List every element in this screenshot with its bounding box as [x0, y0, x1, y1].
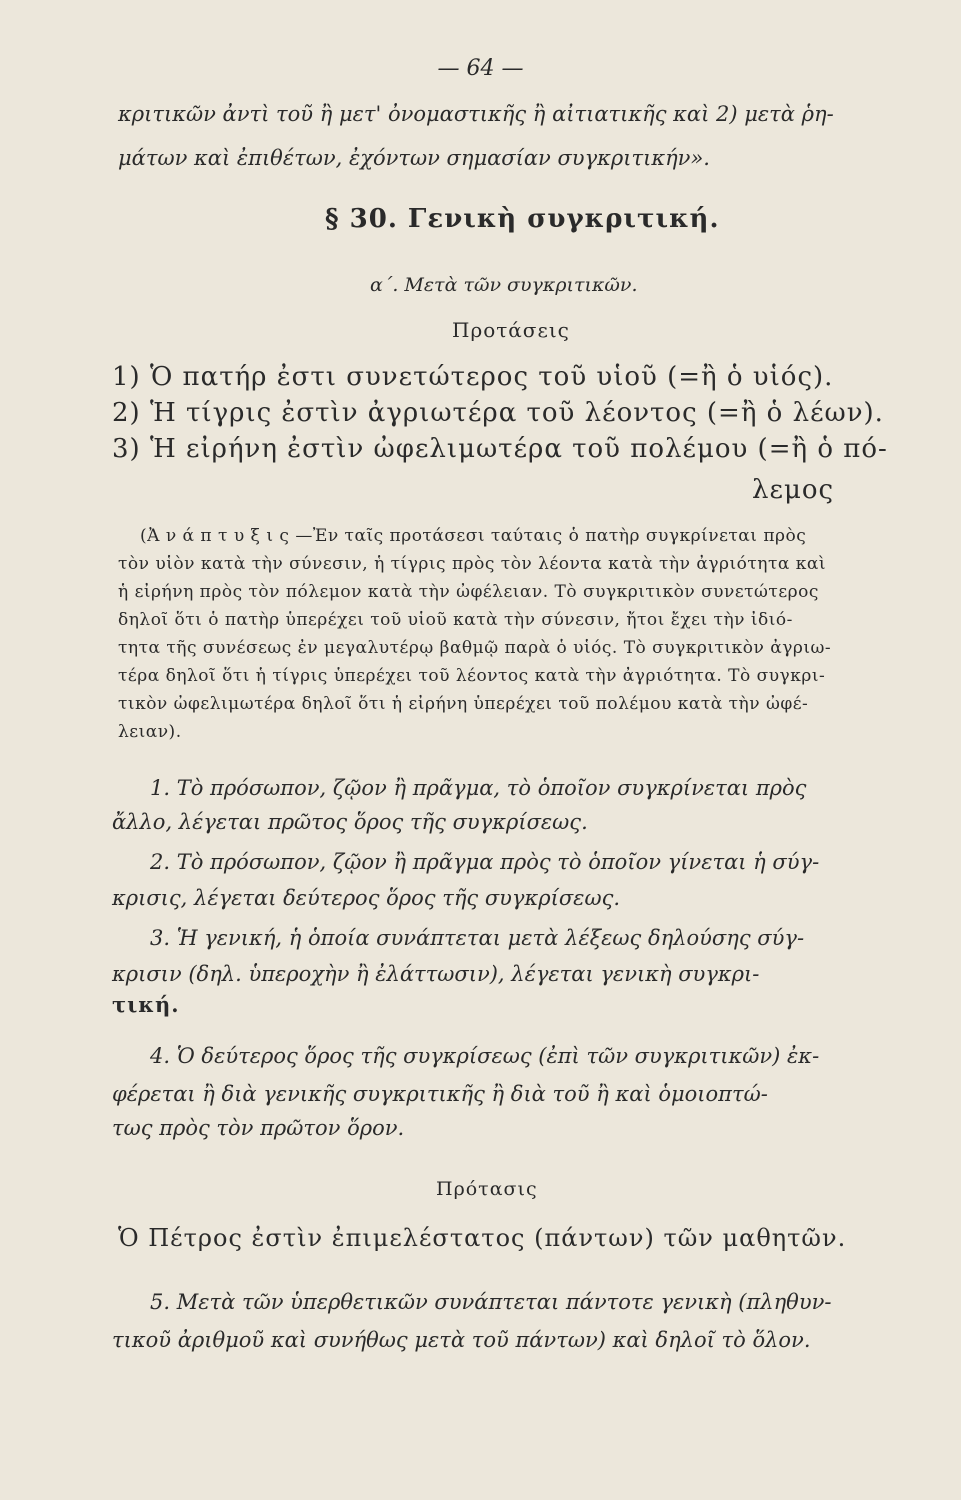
analysis-line-7: τικὸν ὠφελιμωτέρα δηλοῖ ὅτι ἡ εἰρήνη ὑπερέχει τοῦ πολέμου κατὰ τὴν ὠφέ- — [118, 694, 809, 714]
analysis-line-1: (Ἀ ν ά π τ υ ξ ι ς —Ἐν ταῖς προτάσεσι ταύταις ὁ πατὴρ συγκρίνεται πρὸς — [140, 526, 807, 546]
subheading: α΄. Μετὰ τῶν συγκριτικῶν. — [370, 274, 638, 296]
rule-3-line-3: τική. — [112, 992, 180, 1017]
intro-line-1: κριτικῶν ἀντὶ τοῦ ἢ μετ' ὀνομαστικῆς ἢ αἰτιατικῆς καὶ 2) μετὰ ῥη- — [118, 102, 834, 126]
page-number: — 64 — — [437, 56, 524, 81]
example-sentence-2: 2) Ἡ τίγρις ἐστὶν ἀγριωτέρα τοῦ λέοντος (=ἢ ὁ λέων). — [112, 398, 884, 428]
rule-4-line-3: τως πρὸς τὸν πρῶτον ὅρον. — [112, 1116, 405, 1140]
analysis-line-6: τέρα δηλοῖ ὅτι ἡ τίγρις ὑπερέχει τοῦ λέοντος κατὰ τὴν ἀγριότητα. Τὸ συγκρι- — [118, 666, 826, 686]
analysis-line-3: ἡ εἰρήνη πρὸς τὸν πόλεμον κατὰ τὴν ὠφέλειαν. Τὸ συγκριτικὸν συνετώτερος — [118, 582, 819, 602]
rule-2-line-1: 2. Τὸ πρόσωπον, ζῷον ἢ πρᾶγμα πρὸς τὸ ὁποῖον γίνεται ἡ σύγ- — [150, 850, 820, 874]
rule-3-line-1: 3. Ἡ γενική, ἡ ὁποία συνάπτεται μετὰ λέξεως δηλούσης σύγ- — [150, 926, 805, 950]
rule-3-line-2: κρισιν (δηλ. ὑπεροχὴν ἢ ἐλάττωσιν), λέγεται γενικὴ συγκρι- — [112, 962, 760, 986]
rule-1-line-2: ἄλλο, λέγεται πρῶτος ὅρος τῆς συγκρίσεως. — [112, 810, 588, 834]
rule-2-line-2: κρισις, λέγεται δεύτερος ὅρος τῆς συγκρίσεως. — [112, 886, 620, 910]
intro-line-2: μάτων καὶ ἐπιθέτων, ἐχόντων σημασίαν συγκριτικήν». — [118, 146, 710, 170]
analysis-line-5: τητα τῆς συνέσεως ἐν μεγαλυτέρῳ βαθμῷ παρὰ ὁ υἱός. Τὸ συγκριτικὸν ἀγριω- — [118, 638, 832, 658]
section-heading: § 30. Γενικὴ συγκριτική. — [325, 204, 720, 234]
analysis-line-8: λειαν). — [118, 722, 182, 742]
example-sentence-3: 3) Ἡ εἰρήνη ἐστὶν ὠφελιμωτέρα τοῦ πολέμου (=ἢ ὁ πό- — [112, 434, 888, 464]
rule-1-line-1: 1. Τὸ πρόσωπον, ζῷον ἢ πρᾶγμα, τὸ ὁποῖον συγκρίνεται πρὸς — [150, 776, 807, 800]
protaseis-title: Προτάσεις — [452, 318, 570, 342]
example-sentence-superlative: Ὁ Πέτρος ἐστὶν ἐπιμελέστατος (πάντων) τῶν μαθητῶν. — [118, 1224, 847, 1252]
protasis-title: Πρότασις — [436, 1178, 538, 1200]
example-sentence-3-cont: λεμος — [752, 475, 835, 505]
analysis-line-2: τὸν υἱὸν κατὰ τὴν σύνεσιν, ἡ τίγρις πρὸς τὸν λέοντα κατὰ τὴν ἀγριότητα καὶ — [118, 554, 827, 574]
analysis-line-4: δηλοῖ ὅτι ὁ πατὴρ ὑπερέχει τοῦ υἱοῦ κατὰ τὴν σύνεσιν, ἤτοι ἔχει τὴν ἰδιό- — [118, 610, 793, 630]
rule-5-line-2: τικοῦ ἀριθμοῦ καὶ συνήθως μετὰ τοῦ πάντων) καὶ δηλοῖ τὸ ὅλον. — [112, 1328, 811, 1352]
rule-4-line-1: 4. Ὁ δεύτερος ὅρος τῆς συγκρίσεως (ἐπὶ τῶν συγκριτικῶν) ἐκ- — [150, 1044, 820, 1068]
rule-5-line-1: 5. Μετὰ τῶν ὑπερθετικῶν συνάπτεται πάντοτε γενικὴ (πληθυν- — [150, 1290, 832, 1314]
rule-4-line-2: φέρεται ἢ διὰ γενικῆς συγκριτικῆς ἢ διὰ τοῦ ἢ καὶ ὁμοιοπτώ- — [112, 1082, 768, 1106]
example-sentence-1: 1) Ὁ πατήρ ἐστι συνετώτερος τοῦ υἱοῦ (=ἢ ὁ υἱός). — [112, 362, 834, 392]
